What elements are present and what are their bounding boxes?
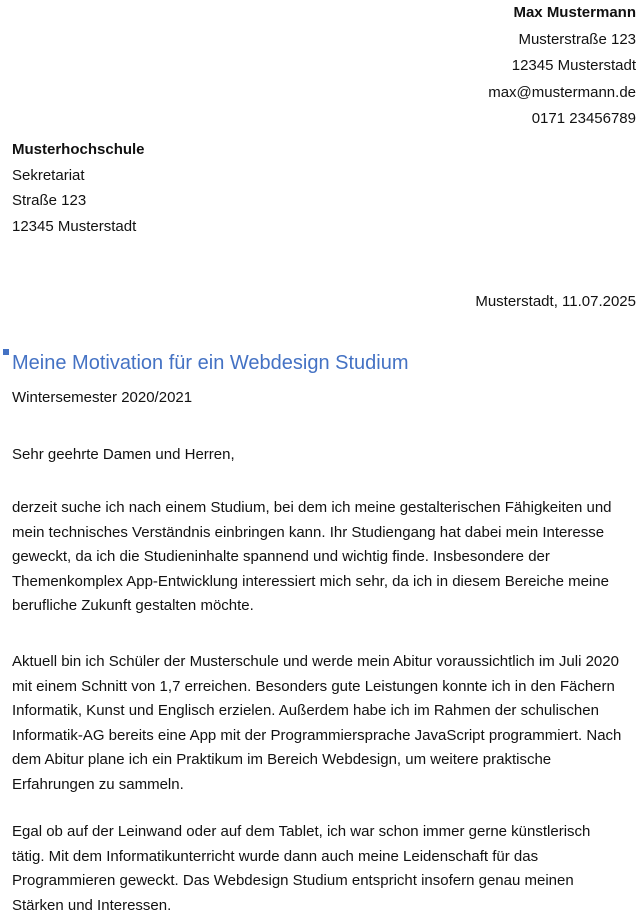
body-paragraph-2: Aktuell bin ich Schüler der Musterschule und werde mein Abitur voraussichtlich im Juli 2020 mit einem Schnitt von 1,7 erreichen. Besonders gute Leistungen konnte ich in den Fächern Informatik, Kunst und Englisch erzielen. Außerdem habe ich im Rahmen der schulischen Informatik-AG bereits eine App mit der Programmiersprache JavaScript programmiert. Nach dem Abitur plane ich ein Praktikum im Bereich Webdesign, um weitere praktische Erfahrungen zu sammeln. [12,653,622,793]
recipient-address-block [12,137,145,239]
recipient-city: 12345 Musterstadt [12,217,137,235]
sender-address-block [488,0,636,133]
body-paragraph-3: Egal ob auf der Leinwand oder auf dem Tablet, ich war schon immer gerne künstlerisch tätig. Mit dem Informatikunterricht wurde dann auch meine Leidenschaft für das Programmieren geweckt. Das Webdesign Studium entspricht insofern genau meinen Stärken und Interessen. [12,823,591,914]
sender-name: Max Mustermann [513,4,636,21]
salutation: Sehr geehrte Damen und Herren, [12,446,235,463]
sender-email: max@mustermann.de [488,83,636,101]
recipient-organization: Musterhochschule [12,141,145,158]
recipient-street: Straße 123 [12,192,87,209]
sender-city: 12345 Musterstadt [511,57,636,74]
letter-subject: Meine Motivation für ein Webdesign Studium [12,352,409,374]
recipient-department: Sekretariat [12,166,85,184]
sender-street: Musterstraße 123 [518,30,636,48]
semester-line: Wintersemester 2020/2021 [12,389,193,406]
letter-date: Musterstadt, 11.07.2025 [475,293,636,310]
heading-marker [3,349,9,355]
sender-phone: 0171 23456789 [531,110,636,127]
body-paragraph-1: derzeit suche ich nach einem Studium, bei dem ich meine gestalterischen Fähigkeiten und mein technisches Verständnis einbringen kann. Ihr Studiengang hat dabei mein Interesse geweckt, da ich die Studieninhalte spannend und wichtig finde. Insbesondere der Themenkomplex App-Entwicklung interessiert mich sehr, da ich in diesem Bereiche meine berufliche Zukunft gestalten möchte. [12,499,612,615]
